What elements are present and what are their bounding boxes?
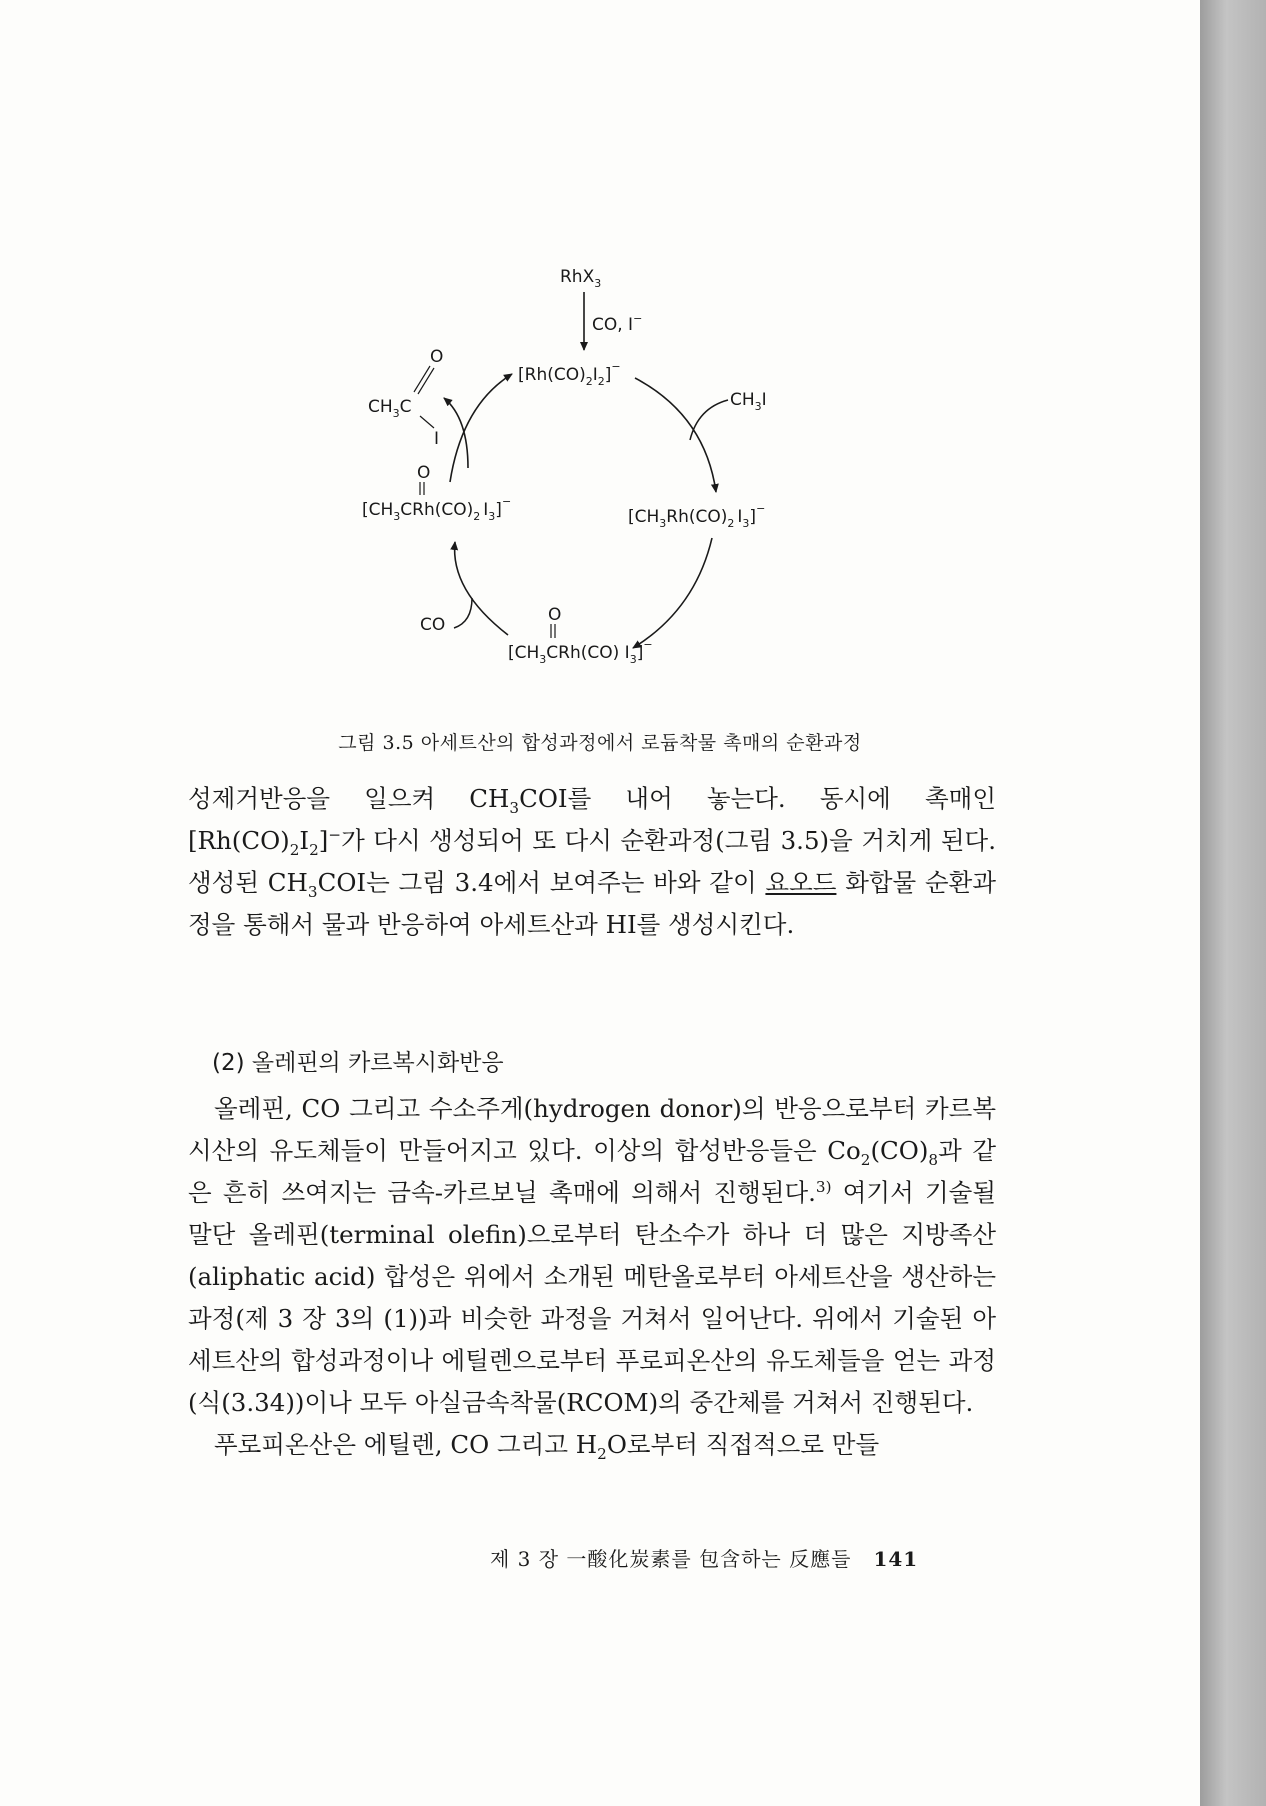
rhx3-label: RhX$_3$ [560, 267, 602, 290]
catalytic-cycle-diagram [350, 250, 830, 680]
acetyl-iodide-o: O [430, 347, 444, 367]
paragraph-1: 성제거반응을 일으켜 $CH_3COI$를 내어 놓는다. 동시에 촉매인 $[Rh(CO)_2I_2]^-$가 다시 생성되어 또 다시 순환과정(그림 3.5)을 거치게 된다. 생성된 $CH_3COI$는 그림 3.4에서 보여주는 바와 같이 요오드 화합물 순환과정을 통해서 물과 반응하여 아세트산과 HI를 생성시킨다. [188, 784, 997, 939]
paragraph-2: 올레핀, CO 그리고 수소주게(hydrogen donor)의 반응으로부터 카르복시산의 유도체들이 만들어지고 있다. 이상의 합성반응들은 $Co_2(CO)_8$과 같은 흔히 쓰여지는 금속-카르보닐 촉매에 의해서 진행된다.$^{3)}$ 여기서 기술될 말단 올레핀(terminal olefin)으로부터 탄소수가 하나 더 많은 지방족산(aliphatic acid) 합성은 위에서 소개된 메탄올로부터 아세트산을 생산하는 과정(제 3 장 3의 (1))과 비슷한 과정을 거쳐서 일어난다. 위에서 기술된 아세트산의 합성과정이나 에틸렌으로부터 푸로피온산의 유도체들을 얻는 과정(식(3.34))이나 모두 아실금속착물(RCOM)의 중간체를 거쳐서 진행된다. 푸로피온산은 에틸렌, CO 그리고 $H_2O$로부터 직접적으로 만들 [188, 1088, 996, 1466]
acetyl-ci-bond [420, 416, 434, 428]
running-chapter-title: 제 3 장 一酸化炭素를 包含하는 反應들 [490, 1547, 852, 1571]
paragraph-3: 푸로피온산은 에틸렌, CO 그리고 $H_2O$로부터 직접적으로 만들 [214, 1430, 880, 1463]
co-reagent: CO [420, 615, 446, 635]
co-iodide-reagent: CO, I− [592, 312, 643, 335]
acetyl-iodide-i: I [434, 429, 440, 449]
arc-right-to-bottom [633, 538, 712, 648]
arc-left-to-top [450, 374, 512, 482]
acyl-rh-co-i3-complex: [$CH_3CRh(CO)$ $I_3]^-$ [508, 638, 653, 666]
carbonyl-o-bottom: O [548, 605, 562, 625]
figure-caption: 그림 3.5 아세트산의 합성과정에서 로듐착물 촉매의 순환과정 [338, 732, 862, 754]
book-page-edge [1200, 0, 1266, 1806]
product-release-curve [444, 398, 468, 468]
carbonyl-o-left: O [417, 463, 431, 483]
arc-top-to-right [635, 378, 716, 492]
acyl-rh-co2-i3-complex: [$CH_3CRh(CO)_2$ $I_3]^-$ [362, 495, 512, 523]
arc-bottom-to-left [455, 542, 508, 635]
methyl-iodide-reagent: $CH_3I$ [730, 390, 767, 413]
ch3-rh-co2-i3-complex: [$CH_3Rh(CO)_2$ $I_3]^-$ [628, 502, 766, 530]
acetyl-iodide-ch3c: $CH_3C$ [368, 397, 412, 420]
underlined-term: 요오드 [765, 868, 837, 897]
co-entry-curve [454, 598, 472, 628]
section-heading: (2) 올레핀의 카르복시화반응 [212, 1050, 504, 1076]
page-number: 141 [873, 1547, 919, 1571]
page-footer [490, 1543, 918, 1572]
rh-co2-i2-complex: $[Rh(CO)_2I_2]^-$ [518, 360, 621, 388]
